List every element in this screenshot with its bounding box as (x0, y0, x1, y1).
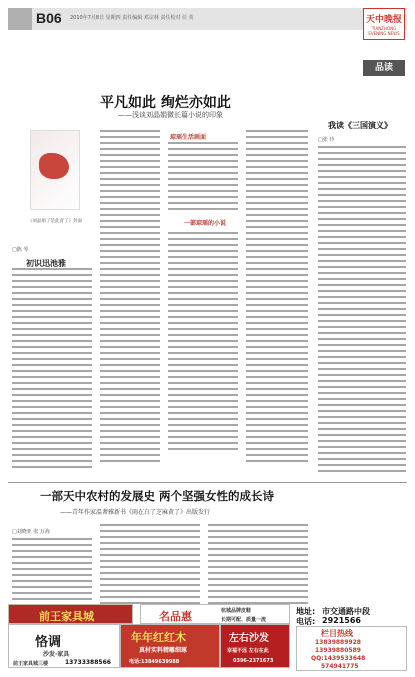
article1-col2 (100, 130, 160, 466)
article1-col4 (246, 130, 308, 466)
article1-subtitle: ——浅谈刘晶娟微长篇小说的印象 (118, 111, 223, 119)
ad-gediao-brand: 恪调 (35, 635, 62, 650)
ad-hotline-phone2: 13939880589 (315, 647, 361, 654)
article1-author: □陈 琴 (12, 247, 29, 253)
ad-phone-label: 电话: (296, 617, 316, 626)
article1-section-heading: 初识迅池雅 (26, 258, 66, 268)
section-divider (8, 482, 407, 483)
page-number: B06 (36, 10, 62, 26)
ad-nianhong-brand: 年年红红木 (131, 631, 186, 644)
article1-col3b (168, 232, 238, 454)
ad-furniture-city[interactable] (8, 604, 133, 624)
article2-title: 一部天中农村的发展史 两个坚强女性的成长诗 (40, 489, 275, 503)
ad-phone-value: 2921566 (322, 616, 361, 625)
ad-nianhong-tag: 真材实料精雕细琢 (139, 647, 188, 654)
article2-col2 (100, 524, 200, 608)
header-bar (8, 8, 407, 30)
ad-nianhong-phone: 电话:13849639988 (129, 659, 180, 665)
article2-col1 (12, 538, 92, 604)
ad-zuoyou-tag: 幸福不远 左右在此 (227, 648, 269, 654)
article1-col1 (12, 268, 92, 472)
article1-mid-heading: 一部琼瑶的小说 (184, 220, 227, 227)
newspaper-logo (363, 8, 405, 40)
section-badge: 品读 (363, 60, 405, 76)
ad-address-label: 地址: (296, 607, 316, 616)
ad-mingpinhui[interactable] (140, 604, 290, 624)
book-cover-image (30, 130, 80, 210)
right-article-author: □张 玲 (318, 137, 335, 143)
header-block (8, 8, 32, 30)
ad-hotline-heading: 栏目热线 (321, 629, 353, 638)
photo-caption: 《刘晶娟了是此青了》封面 (28, 219, 82, 224)
article2-author: □刘晓亚 张 万海 (12, 529, 50, 535)
logo-title: 天中晚报 (365, 15, 402, 25)
ad-address (296, 604, 407, 626)
ad-hotline-extra: 574941775 (321, 663, 359, 670)
right-article-body (318, 146, 406, 476)
article1-col3 (168, 142, 238, 214)
article2-col3 (208, 524, 308, 608)
ad-hotline[interactable] (296, 626, 407, 671)
cover-art (39, 153, 69, 179)
ad-nianhong[interactable] (120, 624, 220, 668)
article1-review-heading: 琼瑶生活画面 (170, 134, 207, 141)
logo-subtitle: TIANZHONG EVENING NEWS (368, 26, 400, 36)
ad-furniture-phone-label: 前王家具城三楼 (13, 661, 49, 667)
ad-hotline-qq: QQ:1439533648 (311, 655, 366, 662)
ad-mingpinhui-tag: 长期可配、质量一流 (221, 617, 267, 623)
ad-furniture-brand: 前王家具城 (39, 610, 94, 623)
ad-furniture-phone: 13733388566 (65, 659, 111, 666)
ad-gediao[interactable] (8, 624, 120, 668)
right-article-title: 我读《三国演义》 (328, 120, 392, 130)
ad-mingpinhui-brand: 名品惠 (159, 610, 192, 623)
ad-zuoyou-sofa[interactable] (220, 624, 290, 668)
ad-hotline-phone1: 13839889928 (315, 639, 361, 646)
article1-title: 平凡如此 绚烂亦如此 (100, 95, 231, 111)
ad-zuoyou-brand: 左右沙发 (229, 633, 269, 644)
article2-subtitle: ——青年作家温奢雅新书《雨在白了芝麻黄了》出版发行 (60, 509, 211, 516)
ad-gediao-tag: 沙发·家具 (43, 651, 70, 658)
ad-zuoyou-phone: 0396-2371673 (233, 658, 274, 664)
ad-address-value: 市交通路中段 (322, 607, 370, 616)
date-line: 2010年7月8日 星期四 责任编辑 邓宗林 责任校对 任 英 (70, 15, 194, 21)
ad-mingpinhui-sub: 杭城品牌皮鞋 (221, 608, 252, 614)
